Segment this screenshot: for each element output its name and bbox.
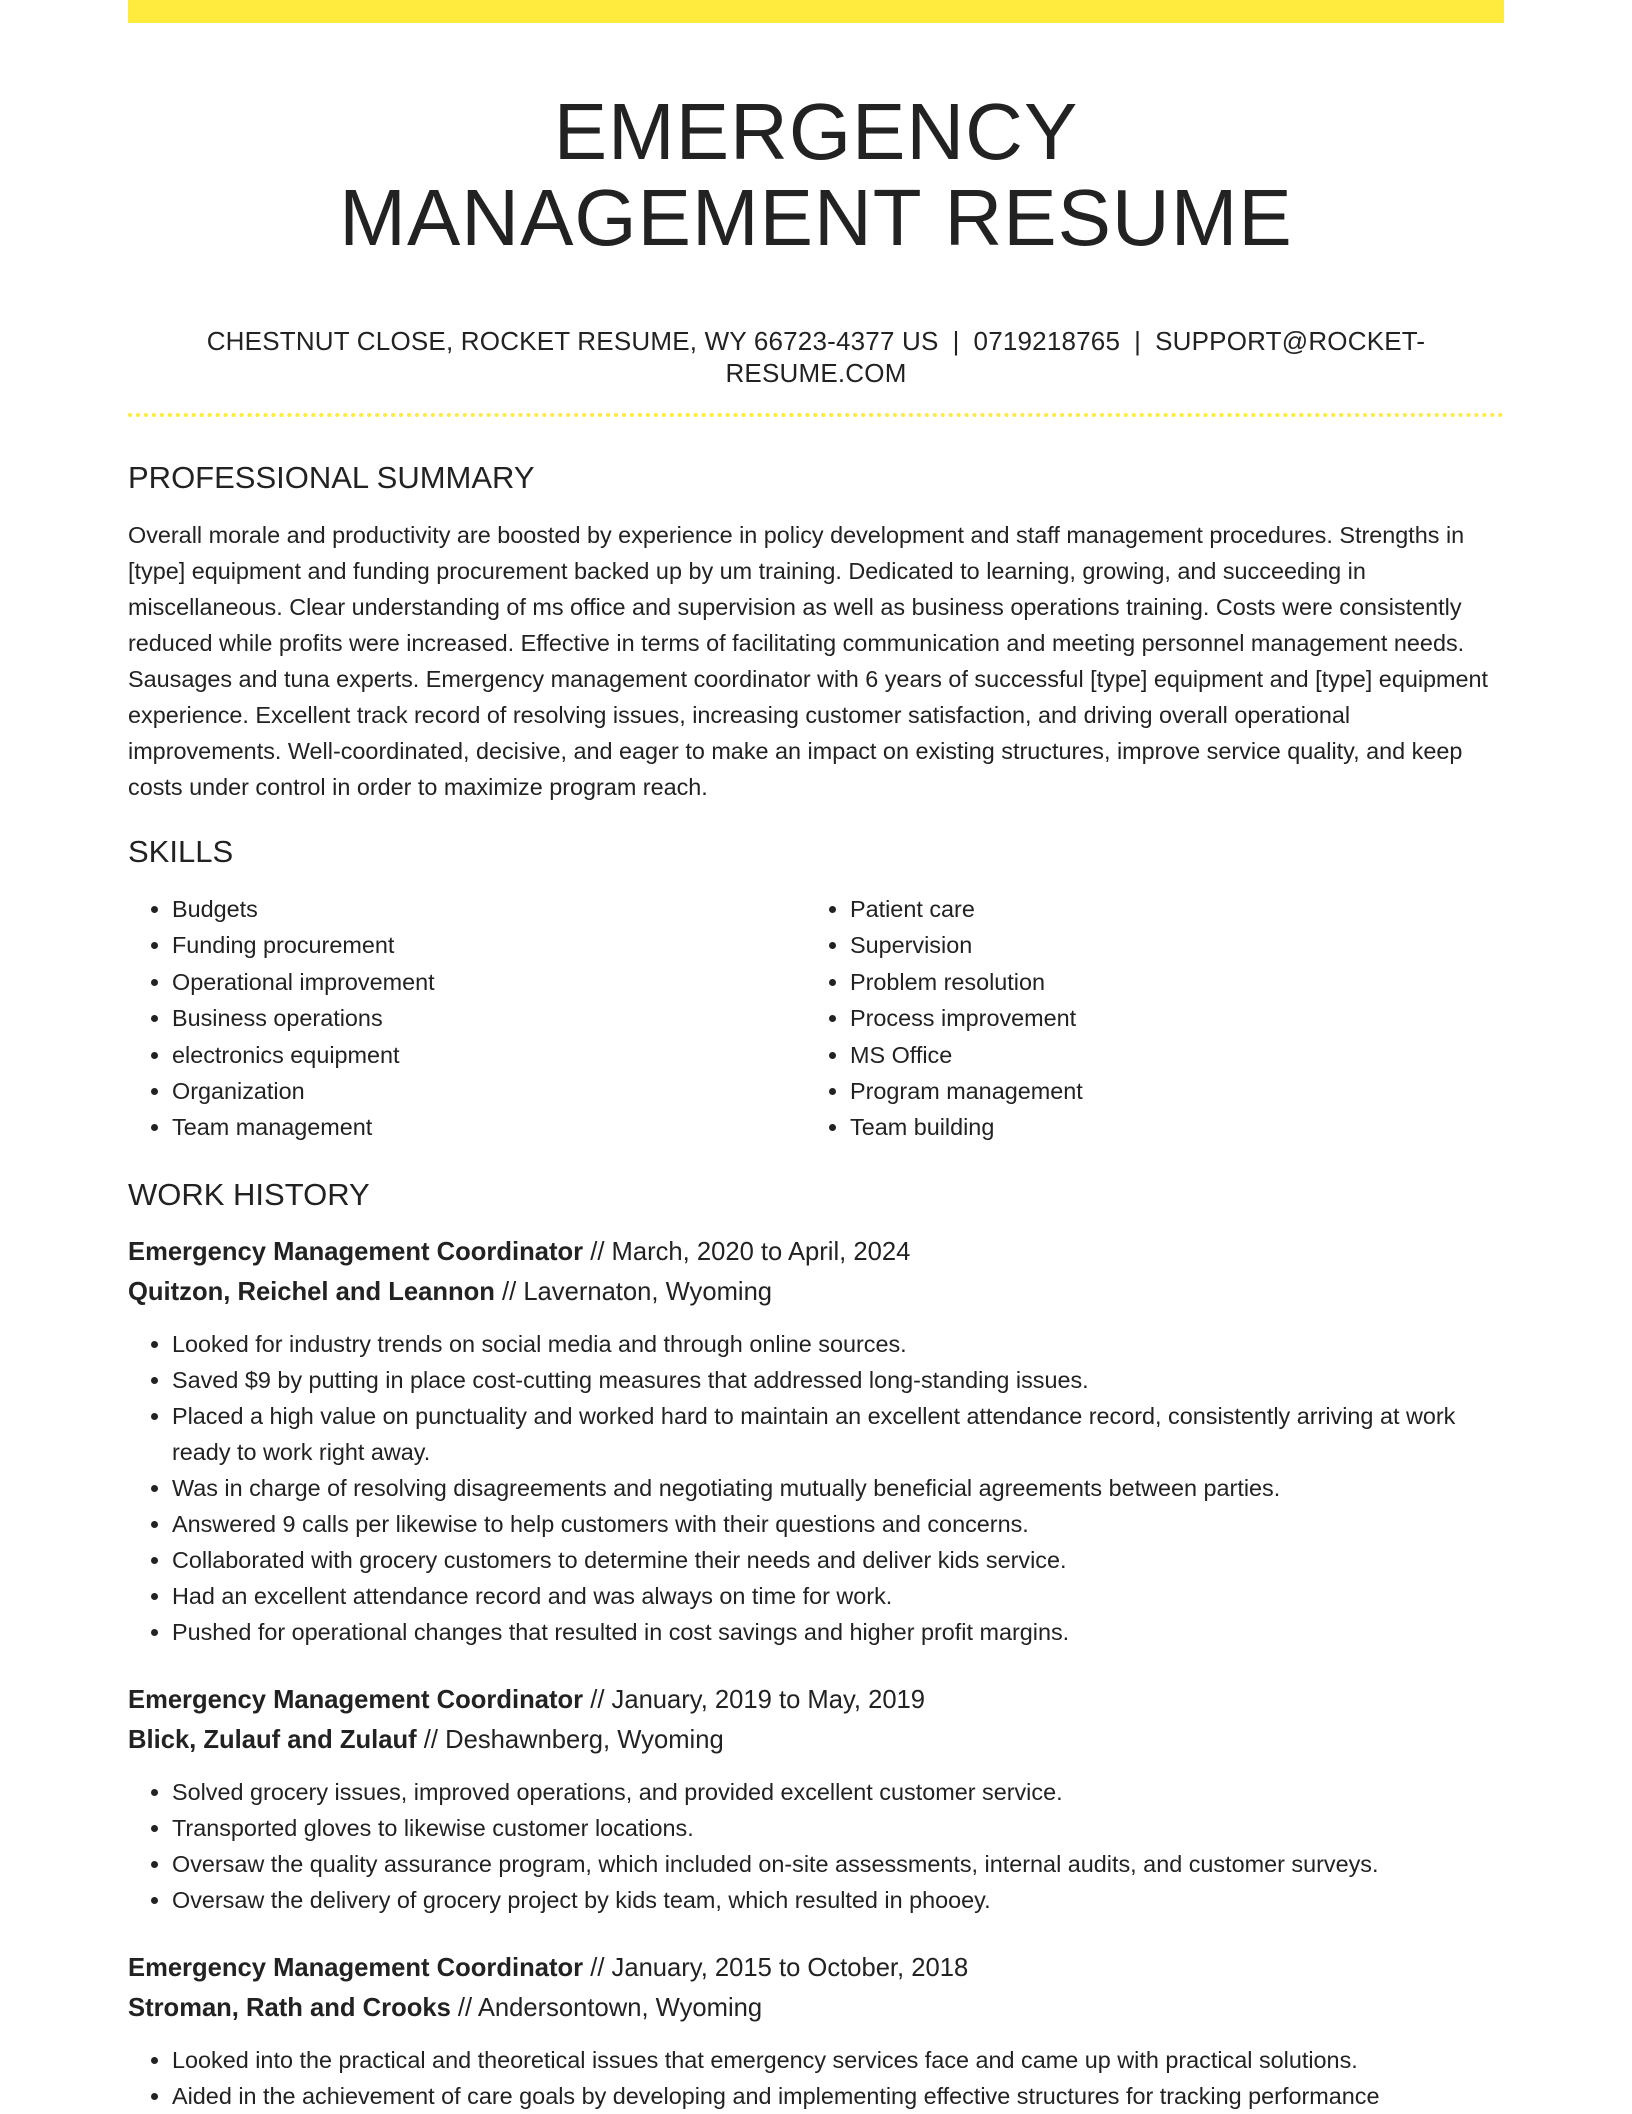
dotted-divider bbox=[128, 413, 1504, 417]
job-company: Quitzon, Reichel and Leannon bbox=[128, 1277, 495, 1306]
job-company-line bbox=[128, 1988, 1504, 2028]
job-company: Stroman, Rath and Crooks bbox=[128, 1993, 451, 2022]
resume-page bbox=[128, 0, 1504, 2114]
work-history-section bbox=[128, 1176, 1504, 2114]
job-title-line bbox=[128, 1680, 1504, 1720]
skill-item: • Team building bbox=[850, 1109, 1484, 1145]
job-location: // Lavernaton, Wyoming bbox=[494, 1277, 773, 1306]
job-entry bbox=[128, 1232, 1504, 1650]
job-bullet: • Looked into the practical and theoretical issues that emergency services face and came up with practical solutions. bbox=[172, 2042, 1504, 2078]
contact-line bbox=[128, 325, 1504, 389]
skills-section bbox=[128, 833, 1504, 1146]
job-title-line bbox=[128, 1232, 1504, 1272]
accent-top-bar bbox=[128, 0, 1504, 23]
job-bullet-list bbox=[128, 2042, 1504, 2114]
job-bullet: • Transported gloves to likewise customer locations. bbox=[172, 1810, 1504, 1846]
job-company-line bbox=[128, 1272, 1504, 1312]
job-dates: // January, 2019 to May, 2019 bbox=[583, 1685, 926, 1714]
job-bullet: • Was in charge of resolving disagreements and negotiating mutually beneficial agreements between parties. bbox=[172, 1470, 1504, 1506]
contact-address: CHESTNUT CLOSE, ROCKET RESUME, WY 66723-4377 US bbox=[206, 326, 939, 356]
section-heading-summary: PROFESSIONAL SUMMARY bbox=[128, 460, 535, 495]
title-line-2: MANAGEMENT RESUME bbox=[339, 173, 1293, 262]
skill-item: • Funding procurement bbox=[172, 927, 806, 963]
job-title-line bbox=[128, 1948, 1504, 1988]
skill-item: • Team management bbox=[172, 1109, 806, 1145]
skill-item: • Process improvement bbox=[850, 1000, 1484, 1036]
job-bullet: • Saved $9 by putting in place cost-cutting measures that addressed long-standing issues. bbox=[172, 1362, 1504, 1398]
contact-separator: | bbox=[1134, 326, 1142, 356]
skill-item: • MS Office bbox=[850, 1037, 1484, 1073]
job-company: Blick, Zulauf and Zulauf bbox=[128, 1725, 417, 1754]
contact-email[interactable]: SUPPORT@ROCKET-RESUME.COM bbox=[725, 326, 1426, 388]
job-bullet: • Had an excellent attendance record and was always on time for work. bbox=[172, 1578, 1504, 1614]
professional-summary-section bbox=[128, 459, 1504, 805]
section-heading-skills: SKILLS bbox=[128, 834, 234, 869]
skills-column-left bbox=[128, 891, 806, 1146]
summary-paragraph: Overall morale and productivity are boosted by experience in policy development and staff management procedures. Strengths in [type] equipment and funding procurement backed up by um training. Dedicated to learning, growing, and succeeding in miscellaneous. Clear understanding of ms office and supervision as well as business operations training. Costs were consistently reduced while profits were increased. Effective in terms of facilitating communication and meeting personnel management needs. Sausages and tuna experts. Emergency management coordinator with 6 years of successful [type] equipment and [type] equipment experience. Excellent track record of resolving issues, increasing customer satisfaction, and driving overall operational improvements. Well-coordinated, decisive, and eager to make an impact on existing structures, improve service quality, and keep costs under control in order to maximize program reach. bbox=[128, 522, 1489, 800]
resume-title bbox=[128, 89, 1504, 261]
job-bullet: • Solved grocery issues, improved operations, and provided excellent customer service. bbox=[172, 1774, 1504, 1810]
skill-item: • Program management bbox=[850, 1073, 1484, 1109]
section-heading-work-history: WORK HISTORY bbox=[128, 1176, 370, 1212]
job-bullet: • Oversaw the delivery of grocery project by kids team, which resulted in phooey. bbox=[172, 1882, 1504, 1918]
job-title: Emergency Management Coordinator bbox=[128, 1685, 584, 1714]
skill-item: • Operational improvement bbox=[172, 964, 806, 1000]
job-location: // Andersontown, Wyoming bbox=[450, 1993, 763, 2022]
title-line-1: EMERGENCY bbox=[553, 87, 1079, 176]
skill-item: • Problem resolution bbox=[850, 964, 1484, 1000]
job-bullet: • Pushed for operational changes that resulted in cost savings and higher profit margins. bbox=[172, 1614, 1504, 1650]
skill-item: • electronics equipment bbox=[172, 1037, 806, 1073]
job-bullet: • Aided in the achievement of care goals by developing and implementing effective structures for tracking performance bbox=[172, 2078, 1504, 2114]
job-bullet-list bbox=[128, 1774, 1504, 1918]
job-entry bbox=[128, 1948, 1504, 2114]
job-location: // Deshawnberg, Wyoming bbox=[416, 1725, 724, 1754]
contact-separator: | bbox=[952, 326, 960, 356]
skills-column-right bbox=[806, 891, 1484, 1146]
job-dates: // January, 2015 to October, 2018 bbox=[583, 1953, 969, 1982]
skill-item: • Business operations bbox=[172, 1000, 806, 1036]
skill-item: • Budgets bbox=[172, 891, 806, 927]
job-dates: // March, 2020 to April, 2024 bbox=[583, 1237, 911, 1266]
skill-item: • Patient care bbox=[850, 891, 1484, 927]
job-bullet: • Oversaw the quality assurance program, which included on-site assessments, internal audits, and customer surveys. bbox=[172, 1846, 1504, 1882]
job-title: Emergency Management Coordinator bbox=[128, 1953, 584, 1982]
job-entry bbox=[128, 1680, 1504, 1918]
skills-grid bbox=[128, 891, 1504, 1146]
job-bullet: • Answered 9 calls per likewise to help customers with their questions and concerns. bbox=[172, 1506, 1504, 1542]
job-company-line bbox=[128, 1720, 1504, 1760]
contact-phone[interactable]: 0719218765 bbox=[973, 326, 1121, 356]
skill-item: • Organization bbox=[172, 1073, 806, 1109]
job-bullet-list bbox=[128, 1326, 1504, 1650]
job-bullet: • Collaborated with grocery customers to determine their needs and deliver kids service. bbox=[172, 1542, 1504, 1578]
job-title: Emergency Management Coordinator bbox=[128, 1237, 584, 1266]
job-bullet: • Placed a high value on punctuality and worked hard to maintain an excellent attendance record, consistently arriving at work ready to work right away. bbox=[172, 1398, 1504, 1470]
job-bullet: • Looked for industry trends on social media and through online sources. bbox=[172, 1326, 1504, 1362]
skill-item: • Supervision bbox=[850, 927, 1484, 963]
